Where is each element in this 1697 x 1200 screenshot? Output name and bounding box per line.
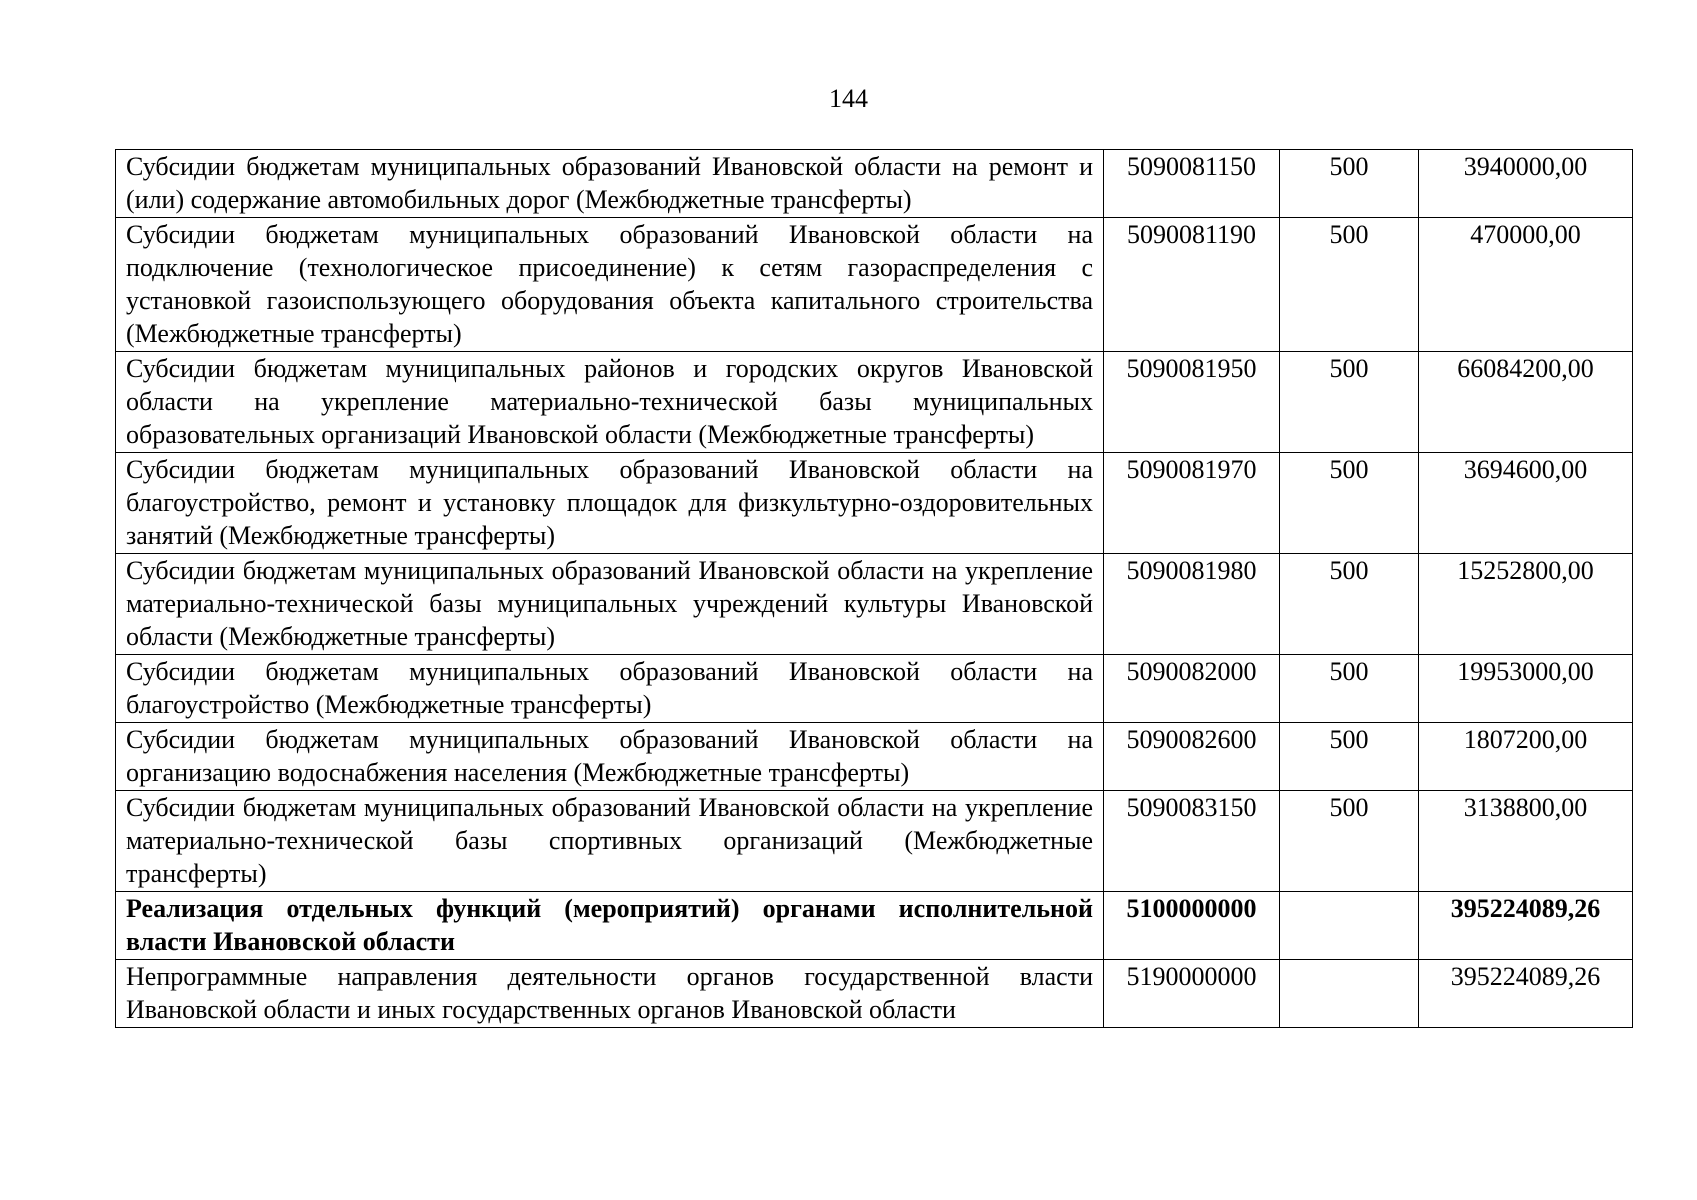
row-expense-type — [1280, 892, 1419, 960]
row-description: Субсидии бюджетам муниципальных образований Ивановской области на ремонт и (или) содержание автомобильных дорог (Межбюджетные трансферты) — [116, 150, 1104, 218]
row-description: Субсидии бюджетам муниципальных образований Ивановской области на укрепление материально-технической базы спортивных организаций (Межбюджетные трансферты) — [116, 791, 1104, 892]
row-amount: 395224089,26 — [1419, 960, 1633, 1028]
row-expense-type: 500 — [1280, 791, 1419, 892]
table-row — [116, 352, 1633, 453]
row-code: 5090081970 — [1104, 453, 1280, 554]
table-body — [116, 150, 1633, 1028]
row-expense-type: 500 — [1280, 352, 1419, 453]
row-code: 5090082000 — [1104, 655, 1280, 723]
row-amount: 395224089,26 — [1419, 892, 1633, 960]
row-expense-type: 500 — [1280, 723, 1419, 791]
row-expense-type: 500 — [1280, 655, 1419, 723]
table-row — [116, 791, 1633, 892]
row-code: 5190000000 — [1104, 960, 1280, 1028]
row-amount: 15252800,00 — [1419, 554, 1633, 655]
row-amount: 470000,00 — [1419, 218, 1633, 352]
row-amount: 66084200,00 — [1419, 352, 1633, 453]
row-amount: 1807200,00 — [1419, 723, 1633, 791]
row-code: 5090081150 — [1104, 150, 1280, 218]
row-expense-type: 500 — [1280, 554, 1419, 655]
page-number: 144 — [829, 84, 868, 113]
row-code: 5090081950 — [1104, 352, 1280, 453]
table-row — [116, 150, 1633, 218]
row-expense-type: 500 — [1280, 453, 1419, 554]
table-row — [116, 960, 1633, 1028]
row-amount: 3138800,00 — [1419, 791, 1633, 892]
row-code: 5100000000 — [1104, 892, 1280, 960]
row-description: Субсидии бюджетам муниципальных образований Ивановской области на укрепление материально-технической базы муниципальных учреждений культуры Ивановской области (Межбюджетные трансферты) — [116, 554, 1104, 655]
row-code: 5090083150 — [1104, 791, 1280, 892]
row-description: Субсидии бюджетам муниципальных образований Ивановской области на подключение (технологическое присоединение) к сетям газораспределения с установкой газоиспользующего оборудования объекта капитального строительства (Межбюджетные трансферты) — [116, 218, 1104, 352]
row-code: 5090081190 — [1104, 218, 1280, 352]
row-amount: 19953000,00 — [1419, 655, 1633, 723]
table-row — [116, 554, 1633, 655]
row-description: Субсидии бюджетам муниципальных образований Ивановской области на благоустройство (Межбюджетные трансферты) — [116, 655, 1104, 723]
table-row — [116, 723, 1633, 791]
row-amount: 3694600,00 — [1419, 453, 1633, 554]
row-expense-type — [1280, 960, 1419, 1028]
table-row — [116, 453, 1633, 554]
row-code: 5090082600 — [1104, 723, 1280, 791]
row-expense-type: 500 — [1280, 218, 1419, 352]
row-amount: 3940000,00 — [1419, 150, 1633, 218]
row-description: Субсидии бюджетам муниципальных образований Ивановской области на благоустройство, ремонт и установку площадок для физкультурно-оздоровительных занятий (Межбюджетные трансферты) — [116, 453, 1104, 554]
budget-table — [115, 149, 1633, 1028]
row-code: 5090081980 — [1104, 554, 1280, 655]
row-description: Субсидии бюджетам муниципальных районов и городских округов Ивановской области на укрепление материально-технической базы муниципальных образовательных организаций Ивановской области (Межбюджетные трансферты) — [116, 352, 1104, 453]
table-row — [116, 655, 1633, 723]
row-description: Субсидии бюджетам муниципальных образований Ивановской области на организацию водоснабжения населения (Межбюджетные трансферты) — [116, 723, 1104, 791]
row-expense-type: 500 — [1280, 150, 1419, 218]
table-row — [116, 892, 1633, 960]
row-description: Реализация отдельных функций (мероприятий) органами исполнительной власти Ивановской области — [116, 892, 1104, 960]
table-row — [116, 218, 1633, 352]
row-description: Непрограммные направления деятельности органов государственной власти Ивановской области и иных государственных органов Ивановской области — [116, 960, 1104, 1028]
